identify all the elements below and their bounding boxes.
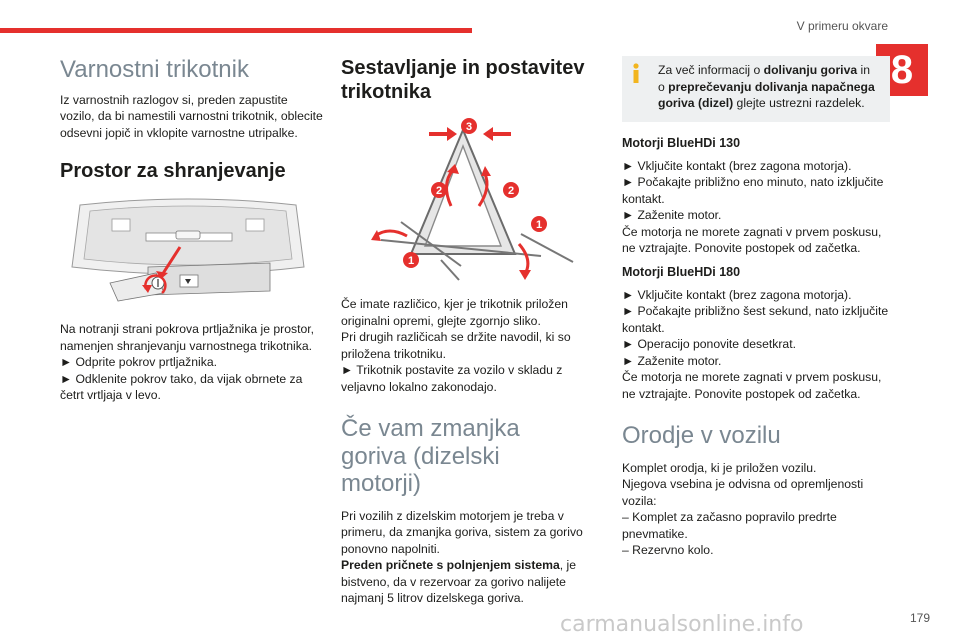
heading-bluehdi-130: Motorji BlueHDi 130	[622, 135, 741, 150]
chapter-badge: 8	[876, 44, 928, 96]
step-unlock-cover: ► Odklenite pokrov tako, da vijak obrnete za četrt vrtljaja v levo.	[60, 371, 303, 403]
step-130-wait: ► Počakajte približno eno minuto, nato izključite kontakt.	[622, 175, 884, 206]
before-refill-bold: Preden pričnete s polnjenjem sistema	[341, 558, 560, 573]
watermark: carmanualsonline.info	[560, 612, 804, 637]
paragraph-original-equipment: Če imate različico, kjer je trikotnik priložen originalni opremi, glejte zgornjo sliko.	[341, 297, 568, 328]
info-text-a: Za več informacij o	[658, 63, 764, 77]
marker-1-right: 1	[535, 219, 543, 231]
header-red-bar	[0, 28, 472, 33]
paragraph-tool-contents: Njegova vsebina je odvisna od opremljenosti vozila:	[622, 477, 864, 508]
column-left	[60, 56, 325, 404]
step-open-trunk: ► Odprite pokrov prtljažnika.	[60, 355, 218, 370]
info-link-refuelling: dolivanju goriva	[763, 63, 858, 77]
paragraph-130-retry: Če motorja ne morete zagnati v prvem poskusu, ne vztrajajte. Ponovite postopek od začetka.	[622, 224, 882, 255]
step-130-start: ► Zaženite motor.	[622, 208, 722, 222]
section-header: V primeru okvare	[796, 19, 888, 33]
paragraph-tool-kit: Komplet orodja, ki je priložen vozilu.	[622, 460, 817, 475]
trunk-lid-illustration	[60, 197, 315, 309]
paragraph-before-refill	[341, 557, 586, 607]
list-item-spare-wheel: – Rezervno kolo.	[622, 543, 714, 558]
marker-1-left: 1	[407, 255, 415, 267]
heading-tools: Orodje v vozilu	[622, 422, 781, 449]
paragraph-storage: Na notranji strani pokrova prtljažnika je prostor, namenjen shranjevanju varnostnega trikotnika.	[60, 322, 315, 353]
before-refill-rest: , je bistveno, da v rezervoar za gorivo nalijete najmanj 5 litrov dizelskega goriva.	[341, 558, 577, 606]
list-item-repair-kit: – Komplet za začasno popravilo predrte pnevmatike.	[622, 510, 837, 541]
column-right	[622, 56, 890, 559]
paragraph-180-retry: Če motorja ne morete zagnati v prvem poskusu, ne vztrajajte. Ponovite postopek od začetka.	[622, 370, 882, 401]
step-place-triangle: ► Trikotnik postavite za vozilo v skladu z veljavno lokalno zakonodajo.	[341, 363, 563, 394]
paragraph-diesel-refill: Pri vozilih z dizelskim motorjem je treba v primeru, da zmanjka goriva, sistem za gorivo ponovno napolniti.	[341, 508, 583, 556]
info-link-misfuel: preprečevanju dolivanja napačnega goriva (dizel)	[658, 79, 875, 110]
triangle-assembly-illustration	[341, 114, 581, 286]
info-icon	[628, 62, 644, 84]
marker-3: 3	[465, 121, 473, 133]
page-number: 179	[909, 611, 930, 625]
info-text	[632, 62, 880, 112]
info-text-c: in o	[658, 63, 871, 94]
step-180-wait: ► Počakajte približno šest sekund, nato izključite kontakt.	[622, 304, 889, 335]
heading-storage: Prostor za shranjevanje	[60, 160, 286, 183]
heading-out-of-fuel: Če vam zmanjka goriva (dizelski motorji)	[341, 415, 520, 498]
step-130-ignition: ► Vključite kontakt (brez zagona motorja).	[622, 158, 852, 173]
paragraph-other-versions: Pri drugih različicah se držite navodil, ki so priložena trikotniku.	[341, 330, 571, 361]
heading-assembly: Sestavljanje in postavitev trikotnika	[341, 57, 585, 103]
info-box	[622, 56, 890, 122]
step-180-start: ► Zaženite motor.	[622, 353, 722, 368]
paragraph-safety: Iz varnostnih razlogov si, preden zapustite vozilo, da bi namestili varnostni trikotnik, oblecite odsevni jopič in vklopite varnostne utripalke.	[60, 92, 323, 140]
marker-2-right: 2	[507, 185, 515, 197]
step-180-ignition: ► Vključite kontakt (brez zagona motorja).	[622, 287, 852, 302]
heading-bluehdi-180: Motorji BlueHDi 180	[622, 264, 741, 279]
step-180-repeat: ► Operacijo ponovite desetkrat.	[622, 337, 796, 351]
marker-2-left: 2	[435, 185, 443, 197]
column-middle	[341, 56, 586, 607]
heading-safety-triangle: Varnostni trikotnik	[60, 56, 249, 83]
info-text-e: glejte ustrezni razdelek.	[733, 96, 865, 110]
